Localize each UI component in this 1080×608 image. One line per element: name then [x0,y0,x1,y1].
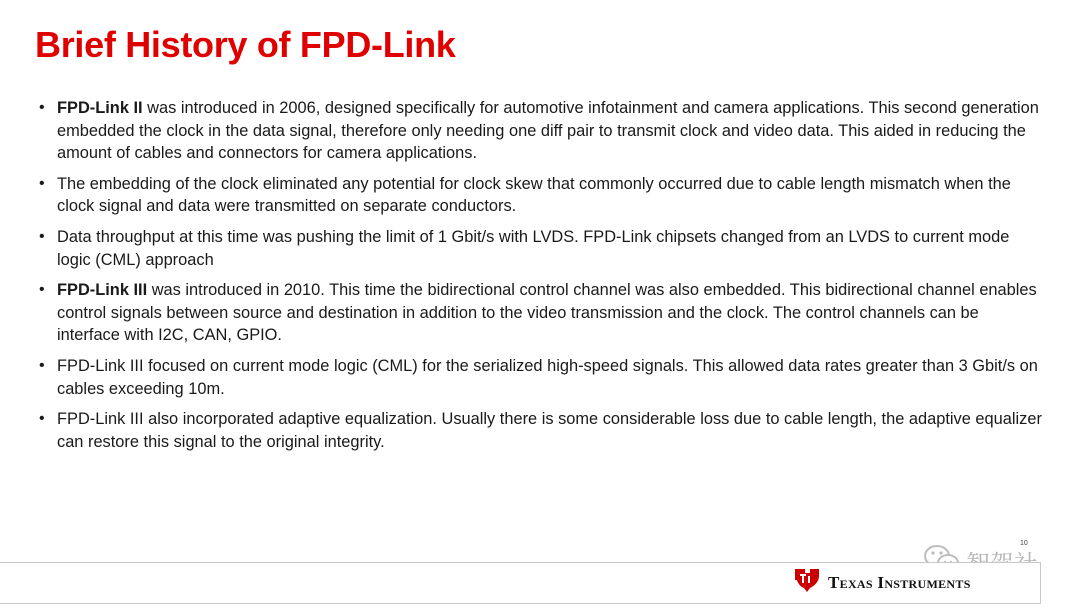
ti-logo-icon [792,566,822,599]
bullet-dot: • [39,356,45,374]
bullet-dot: • [39,99,45,116]
bullet-item [36,355,1046,400]
bullet-text: Data throughput at this time was pushing the limit of 1 Gbit/s with LVDS. FPD-Link chipsets changed from an LVDS to current mode logic (CML) approach [57,227,1010,269]
bullet-dot: • [39,174,45,192]
ti-logo [792,566,971,599]
bullet-item [36,408,1046,453]
bullet-text: was introduced in 2006, designed specifically for automotive infotainment and camera applications. This second generation embedded the clock in the data signal, therefore only needing one diff pair to transmit clock and video data. This aided in reducing the amount of cables and connectors for camera applications. [57,99,1039,163]
bullet-bold-term: FPD-Link II [57,99,143,117]
bullet-bold-term: FPD-Link III [57,281,148,300]
bullet-item [36,97,1046,165]
bullet-item [36,173,1046,218]
bullet-text: FPD-Link III focused on current mode logic (CML) for the serialized high-speed signals. This allowed data rates greater than 3 Gbit/s on cables exceeding 10m. [57,356,1038,398]
bullet-list [36,97,1046,461]
bullet-text: The embedding of the clock eliminated any potential for clock skew that commonly occurred due to cable length mismatch when the clock signal and data were transmitted on separate conductors. [57,174,1011,216]
bullet-text: was introduced in 2010. This time the bidirectional control channel was also embedded. This bidirectional channel enables control signals between source and destination in addition to the video transmission and the clock. The control channels can be interface with I2C, CAN, GPIO. [57,281,1037,345]
bullet-dot: • [39,227,45,245]
page-number: 10 [1020,540,1028,547]
bullet-text: FPD-Link III also incorporated adaptive equalization. Usually there is some considerable loss due to cable length, the adaptive equalizer can restore this signal to the original integrity. [57,410,1042,451]
ti-logo-text: Texas Instruments [828,572,971,592]
bullet-item [36,226,1046,271]
bullet-item [36,279,1046,347]
slide-title: Brief History of FPD-Link [35,24,456,65]
bullet-dot: • [39,281,45,299]
bullet-dot: • [39,410,45,428]
